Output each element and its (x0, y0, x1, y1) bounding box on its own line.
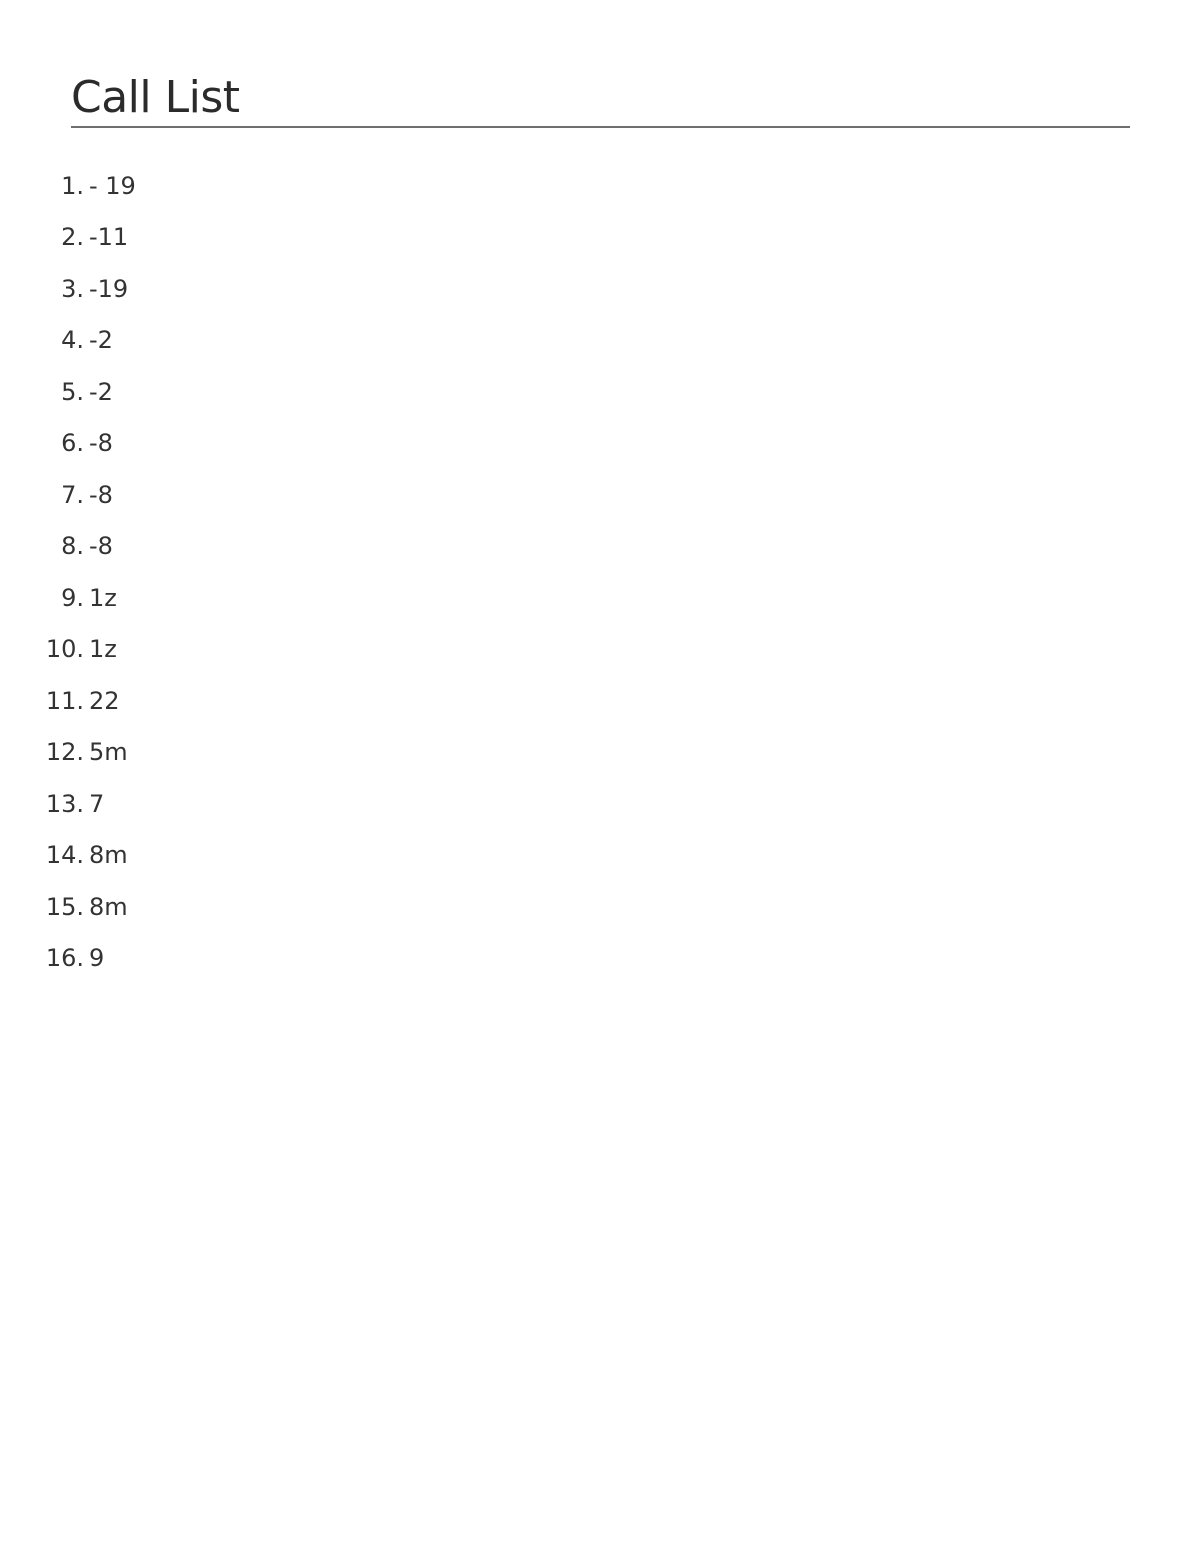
list-item (0, 778, 400, 830)
list-item (0, 160, 400, 212)
list-item-number: 16. (45, 944, 84, 973)
list-item (0, 675, 400, 727)
list-item (0, 933, 400, 985)
list-item-text: -8 (89, 532, 113, 561)
list-item-text: -8 (89, 429, 113, 458)
list-item-text: -2 (89, 326, 113, 355)
call-list (0, 160, 400, 984)
list-item-number: 1. (61, 171, 84, 200)
list-item-number: 9. (61, 583, 84, 612)
list-item-text: 1z (89, 583, 117, 612)
list-item (0, 418, 400, 470)
list-item-number: 3. (61, 274, 84, 303)
list-item-number: 14. (45, 841, 84, 870)
list-item-number: 7. (61, 480, 84, 509)
page-header (71, 72, 1130, 128)
list-item-text: 9 (89, 944, 105, 973)
list-item-text: 8m (89, 841, 128, 870)
list-item-text: 1z (89, 635, 117, 664)
list-item-text: - 19 (89, 171, 136, 200)
list-item (0, 212, 400, 264)
list-item-text: 22 (89, 686, 120, 715)
list-item-number: 15. (45, 892, 84, 921)
list-item (0, 263, 400, 315)
list-item-number: 4. (61, 326, 84, 355)
list-item (0, 881, 400, 933)
list-item (0, 521, 400, 573)
list-item-text: -8 (89, 480, 113, 509)
list-item-text: 7 (89, 789, 105, 818)
list-item-number: 6. (61, 429, 84, 458)
list-item-text: 5m (89, 738, 128, 767)
list-item-number: 12. (45, 738, 84, 767)
list-item-number: 5. (61, 377, 84, 406)
list-item (0, 366, 400, 418)
list-item (0, 469, 400, 521)
list-item-text: -2 (89, 377, 113, 406)
list-item-number: 13. (45, 789, 84, 818)
list-item (0, 624, 400, 676)
list-item-text: -11 (89, 223, 129, 252)
list-item (0, 727, 400, 779)
list-item-number: 8. (61, 532, 84, 561)
list-item-number: 11. (45, 686, 84, 715)
list-item-text: 8m (89, 892, 128, 921)
list-item (0, 830, 400, 882)
list-item (0, 572, 400, 624)
list-item (0, 315, 400, 367)
list-item-number: 10. (45, 635, 84, 664)
page-title: Call List (71, 72, 240, 123)
list-item-number: 2. (61, 223, 84, 252)
list-item-text: -19 (89, 274, 129, 303)
